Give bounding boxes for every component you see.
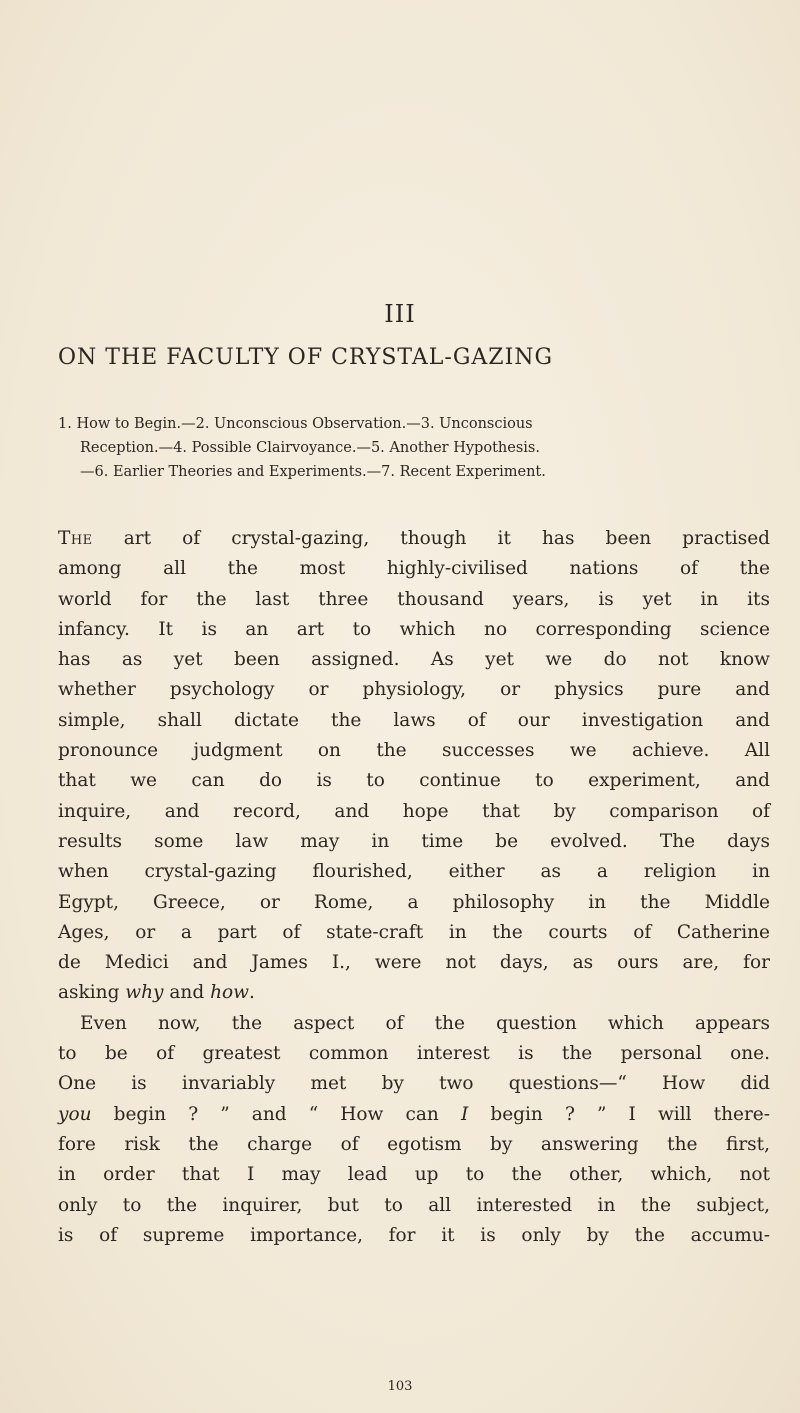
paragraph-line: whether psychology or physiology, or physics pure and: [58, 679, 770, 701]
paragraph-line: Ages, or a part of state-craft in the courts of Catherine: [58, 921, 770, 943]
italic-word: how: [210, 982, 249, 1004]
synopsis-line: 1. How to Begin.—2. Unconscious Observation.—3. Unconscious: [58, 416, 533, 432]
paragraph-line: inquire, and record, and hope that by comparison of: [58, 800, 770, 822]
paragraph-line: Egypt, Greece, or Rome, a philosophy in the Middle: [58, 891, 770, 913]
paragraph-line: world for the last three thousand years, is yet in its: [58, 588, 770, 610]
paragraph-line: [58, 524, 770, 554]
paragraph-line: that we can do is to continue to experiment, and: [58, 770, 770, 792]
synopsis-line: Reception.—4. Possible Clairvoyance.—5. Another Hypothesis.: [80, 440, 540, 456]
paragraph-line: to be of greatest common interest is the personal one.: [58, 1043, 770, 1065]
line-text: and: [163, 982, 211, 1004]
paragraph-line: simple, shall dictate the laws of our investigation and: [58, 709, 770, 731]
line-text: begin ? ” and “ How can: [91, 1103, 461, 1125]
chapter-title: ON THE FACULTY OF CRYSTAL-GAZING: [58, 345, 554, 370]
paragraph-line: One is invariably met by two questions—“ How did: [58, 1073, 770, 1095]
paragraph-line: infancy. It is an art to which no corresponding science: [58, 618, 770, 640]
italic-word: you: [58, 1103, 92, 1125]
italic-word: why: [125, 982, 164, 1004]
line-text: asking: [58, 982, 126, 1004]
line-text: .: [248, 982, 255, 1004]
opening-word: The: [58, 528, 93, 549]
paragraph-line: Even now, the aspect of the question which appears: [80, 1012, 770, 1034]
paragraph-line: results some law may in time be evolved. The days: [58, 830, 770, 852]
page-number: 103: [387, 1379, 413, 1394]
paragraph-line: among all the most highly-civilised nations of the: [58, 558, 770, 580]
paragraph-line: is of supreme importance, for it is only by the accumu-: [58, 1224, 770, 1246]
paragraph-line: [58, 978, 770, 1008]
paragraph-line: only to the inquirer, but to all interested in the subject,: [58, 1194, 770, 1216]
chapter-synopsis: [58, 412, 770, 484]
line-text: art of crystal-gazing, though it has been practised: [92, 528, 770, 549]
paragraph-line: in order that I may lead up to the other, which, not: [58, 1164, 770, 1186]
paragraph-line: de Medici and James I., were not days, as ours are, for: [58, 952, 770, 974]
line-text: begin ? ” I will there-: [468, 1103, 771, 1125]
paragraph-line: fore risk the charge of egotism by answering the first,: [58, 1133, 770, 1155]
paragraph-line: when crystal-gazing flourished, either as a religion in: [58, 861, 770, 883]
paragraph-line: has as yet been assigned. As yet we do not know: [58, 649, 770, 671]
paragraph-line: [58, 1100, 770, 1130]
italic-word: I: [460, 1103, 469, 1125]
chapter-number: III: [384, 300, 416, 328]
paragraph-line: pronounce judgment on the successes we achieve. All: [58, 740, 770, 762]
synopsis-line: —6. Earlier Theories and Experiments.—7. Recent Experiment.: [80, 464, 546, 480]
body-text: [58, 524, 770, 1251]
